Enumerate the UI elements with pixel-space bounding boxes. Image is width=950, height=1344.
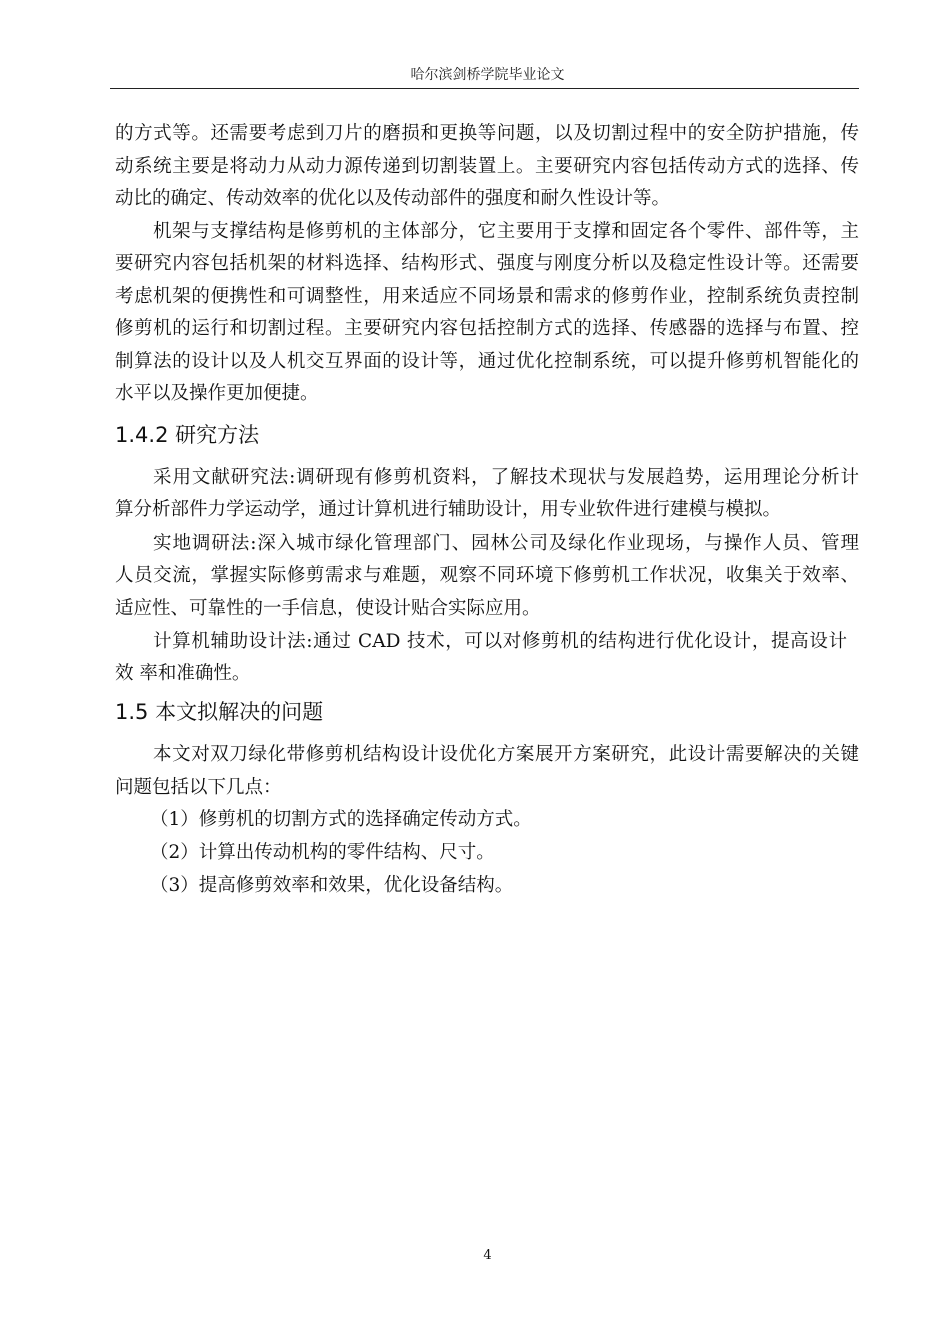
section-heading-1-4-2: 1.4.2 研究方法 — [115, 423, 260, 447]
text-line: 动比的确定、传动效率的优化以及传动部件的强度和耐久性设计等。 — [115, 188, 671, 209]
text-line: 本文对双刀绿化带修剪机结构设计设优化方案展开方案研究，此设计需要解决的关键 — [153, 744, 859, 765]
text-line: 计算机辅助设计法:通过 CAD 技术，可以对修剪机的结构进行优化设计，提高设计 — [153, 631, 847, 652]
text-line: 问题包括以下几点： — [115, 777, 282, 798]
list-item: （2）计算出传动机构的零件结构、尺寸。 — [150, 842, 495, 863]
text-line: 修剪机的运行和切割过程。主要研究内容包括控制方式的选择、传感器的选择与布置、控 — [115, 318, 859, 339]
text-line: 制算法的设计以及人机交互界面的设计等，通过优化控制系统，可以提升修剪机智能化的 — [115, 351, 859, 372]
text-line: 适应性、可靠性的一手信息，使设计贴合实际应用。 — [115, 598, 541, 619]
list-item: （1）修剪机的切割方式的选择确定传动方式。 — [150, 809, 532, 830]
text-line: 水平以及操作更加便捷。 — [115, 383, 319, 404]
page-number: 4 — [483, 1248, 492, 1263]
text-line: 机架与支撑结构是修剪机的主体部分，它主要用于支撑和固定各个零件、部件等，主 — [153, 221, 859, 242]
text-line: 动系统主要是将动力从动力源传递到切割装置上。主要研究内容包括传动方式的选择、传 — [115, 156, 859, 177]
text-line: 要研究内容包括机架的材料选择、结构形式、强度与刚度分析以及稳定性设计等。还需要 — [115, 253, 859, 274]
list-item: （3）提高修剪效率和效果，优化设备结构。 — [150, 875, 514, 896]
header-rule — [110, 88, 859, 89]
text-line: 考虑机架的便携性和可调整性，用来适应不同场景和需求的修剪作业，控制系统负责控制 — [115, 286, 859, 307]
page-header: 哈尔滨剑桥学院毕业论文 — [410, 67, 565, 83]
text-line: 实地调研法:深入城市绿化管理部门、园林公司及绿化作业现场，与操作人员、管理 — [153, 533, 859, 554]
section-heading-1-5: 1.5 本文拟解决的问题 — [115, 700, 324, 724]
text-line: 采用文献研究法:调研现有修剪机资料，了解技术现状与发展趋势，运用理论分析计 — [153, 467, 859, 488]
text-line: 的方式等。还需要考虑到刀片的磨损和更换等问题，以及切割过程中的安全防护措施，传 — [115, 123, 859, 144]
text-line: 效 率和准确性。 — [115, 663, 251, 684]
text-line: 人员交流，掌握实际修剪需求与难题，观察不同环境下修剪机工作状况，收集关于效率、 — [115, 565, 859, 586]
text-line: 算分析部件力学运动学，通过计算机进行辅助设计，用专业软件进行建模与模拟。 — [115, 499, 782, 520]
